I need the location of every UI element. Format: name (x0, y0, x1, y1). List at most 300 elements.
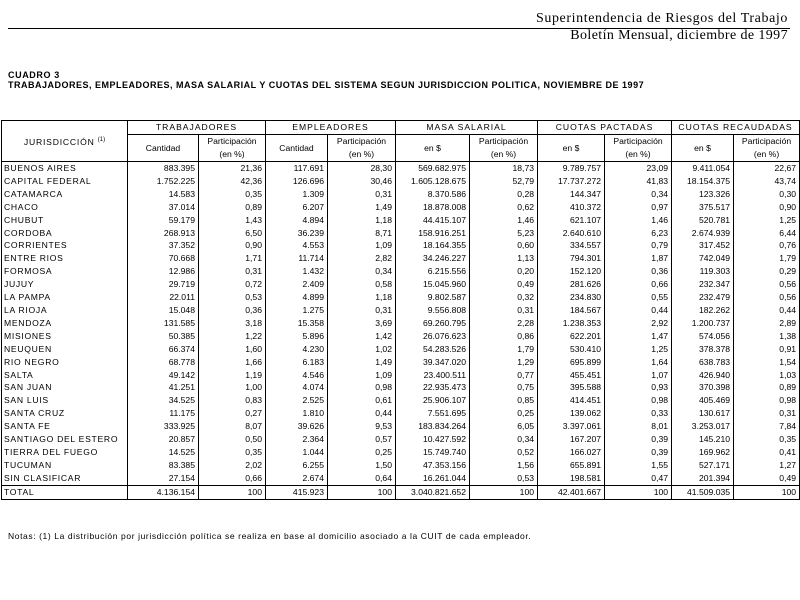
cell-value: 37.352 (128, 239, 199, 252)
row-label: MISIONES (2, 330, 128, 343)
cell-value: 2,02 (199, 459, 266, 472)
cell-value: 15.749.740 (396, 446, 470, 459)
cell-value: 1,07 (605, 369, 672, 382)
cell-value: 3.253.017 (672, 420, 734, 433)
cell-value: 395.588 (538, 381, 605, 394)
cell-value: 0,98 (605, 394, 672, 407)
cell-value: 0,90 (199, 239, 266, 252)
cell-value: 1,60 (199, 343, 266, 356)
cell-value: 0,34 (605, 188, 672, 201)
cell-value: 0,36 (605, 265, 672, 278)
table-row (2, 369, 800, 382)
table-row (2, 214, 800, 227)
cell-value: 10.427.592 (396, 433, 470, 446)
cell-value: 1,55 (605, 459, 672, 472)
cell-value: 1,38 (734, 330, 800, 343)
row-label: FORMOSA (2, 265, 128, 278)
cell-value: 9.556.808 (396, 304, 470, 317)
cell-value: 117.691 (266, 162, 328, 175)
cell-value: 44.415.107 (396, 214, 470, 227)
cell-value: 3.397.061 (538, 420, 605, 433)
row-label: TIERRA DEL FUEGO (2, 446, 128, 459)
cell-value: 0,25 (470, 407, 538, 420)
cell-value: 34.246.227 (396, 252, 470, 265)
cell-value: 131.585 (128, 317, 199, 330)
cell-value: 23,09 (605, 162, 672, 175)
cell-value: 5.896 (266, 330, 328, 343)
table-row (2, 433, 800, 446)
cell-value: 334.557 (538, 239, 605, 252)
cell-value: 1,46 (470, 214, 538, 227)
cell-value: 100 (470, 485, 538, 499)
cell-value: 4.074 (266, 381, 328, 394)
cell-value: 1.605.128.675 (396, 175, 470, 188)
cell-value: 3,18 (199, 317, 266, 330)
row-label: SAN LUIS (2, 394, 128, 407)
cell-value: 30,46 (328, 175, 396, 188)
cell-value: 0,58 (328, 278, 396, 291)
cell-value: 4.553 (266, 239, 328, 252)
cell-value: 15.048 (128, 304, 199, 317)
cell-value: 20.857 (128, 433, 199, 446)
cell-value: 18.154.375 (672, 175, 734, 188)
cell-value: 1,22 (199, 330, 266, 343)
cell-value: 0,52 (470, 446, 538, 459)
table-row (2, 201, 800, 214)
cell-value: 1,79 (470, 343, 538, 356)
cell-value: 0,89 (199, 201, 266, 214)
cell-value: 1,54 (734, 356, 800, 369)
cell-value: 158.916.251 (396, 227, 470, 240)
subheader-participacion: Participación (199, 135, 266, 149)
cell-value: 1.752.225 (128, 175, 199, 188)
cell-value: 70.668 (128, 252, 199, 265)
cell-value: 25.906.107 (396, 394, 470, 407)
cell-value: 232.347 (672, 278, 734, 291)
cell-value: 22.935.473 (396, 381, 470, 394)
cell-value: 4.136.154 (128, 485, 199, 499)
cell-value: 883.395 (128, 162, 199, 175)
cell-value: 1,43 (199, 214, 266, 227)
cell-value: 1,25 (605, 343, 672, 356)
cell-value: 375.517 (672, 201, 734, 214)
cell-value: 4.230 (266, 343, 328, 356)
group-header-cuotas-recaudadas: CUOTAS RECAUDADAS (672, 121, 800, 135)
cell-value: 0,25 (328, 446, 396, 459)
cell-value: 281.626 (538, 278, 605, 291)
cell-value: 1,18 (328, 291, 396, 304)
cell-value: 27.154 (128, 472, 199, 485)
row-label: CAPITAL FEDERAL (2, 175, 128, 188)
cell-value: 18.878.008 (396, 201, 470, 214)
cell-value: 1,87 (605, 252, 672, 265)
cell-value: 2.674 (266, 472, 328, 485)
cell-value: 47.353.156 (396, 459, 470, 472)
total-row (2, 485, 800, 499)
cell-value: 0,64 (328, 472, 396, 485)
cell-value: 0,36 (199, 304, 266, 317)
cell-value: 0,98 (734, 394, 800, 407)
cell-value: 9.802.587 (396, 291, 470, 304)
cell-value: 638.783 (672, 356, 734, 369)
cell-value: 22.011 (128, 291, 199, 304)
cell-value: 1,64 (605, 356, 672, 369)
cell-value: 0,31 (734, 407, 800, 420)
cell-value: 0,30 (734, 188, 800, 201)
cell-value: 2.674.939 (672, 227, 734, 240)
cell-value: 68.778 (128, 356, 199, 369)
table-row (2, 446, 800, 459)
cell-value: 1,66 (199, 356, 266, 369)
row-label: JUJUY (2, 278, 128, 291)
cell-value: 0,44 (734, 304, 800, 317)
cell-value: 9,53 (328, 420, 396, 433)
cell-value: 6.215.556 (396, 265, 470, 278)
row-label: ENTRE RIOS (2, 252, 128, 265)
cell-value: 2,28 (470, 317, 538, 330)
cell-value: 415.923 (266, 485, 328, 499)
subheader-participacion: Participación (605, 135, 672, 149)
cell-value: 15.045.960 (396, 278, 470, 291)
cell-value: 0,93 (605, 381, 672, 394)
cell-value: 2,92 (605, 317, 672, 330)
cell-value: 0,35 (199, 446, 266, 459)
cell-value: 0,55 (605, 291, 672, 304)
table-row (2, 162, 800, 175)
cell-value: 100 (199, 485, 266, 499)
table-notes: Notas: (1) La distribución por jurisdicción política se realiza en base al domicilio asociado a la CUIT de cada empleador. (8, 531, 532, 541)
cell-value: 18,73 (470, 162, 538, 175)
table-row (2, 227, 800, 240)
cell-value: 0,29 (734, 265, 800, 278)
cell-value: 0,72 (199, 278, 266, 291)
cell-value: 0,83 (199, 394, 266, 407)
cell-value: 16.261.044 (396, 472, 470, 485)
table-title: TRABAJADORES, EMPLEADORES, MASA SALARIAL Y CUOTAS DEL SISTEMA SEGUN JURISDICCION POLITICA, NOVIEMBRE DE 1997 (8, 80, 645, 90)
subheader-value: en $ (396, 135, 470, 162)
cell-value: 183.834.264 (396, 420, 470, 433)
cell-value: 426.940 (672, 369, 734, 382)
cell-value: 36.239 (266, 227, 328, 240)
row-label: RIO NEGRO (2, 356, 128, 369)
cell-value: 37.014 (128, 201, 199, 214)
cell-value: 1.275 (266, 304, 328, 317)
cell-value: 0,41 (734, 446, 800, 459)
cell-value: 0,27 (199, 407, 266, 420)
row-label: CHUBUT (2, 214, 128, 227)
cell-value: 11.175 (128, 407, 199, 420)
cell-value: 145.210 (672, 433, 734, 446)
cell-value: 234.830 (538, 291, 605, 304)
cell-value: 0,77 (470, 369, 538, 382)
cell-value: 0,39 (605, 433, 672, 446)
cell-value: 2.640.610 (538, 227, 605, 240)
cell-value: 317.452 (672, 239, 734, 252)
cell-value: 232.479 (672, 291, 734, 304)
cell-value: 167.207 (538, 433, 605, 446)
cell-value: 144.347 (538, 188, 605, 201)
row-label: LA RIOJA (2, 304, 128, 317)
cell-value: 100 (328, 485, 396, 499)
cell-value: 0,31 (328, 304, 396, 317)
cell-value: 0,57 (328, 433, 396, 446)
cell-value: 0,66 (605, 278, 672, 291)
cell-value: 42.401.667 (538, 485, 605, 499)
cell-value: 1,46 (605, 214, 672, 227)
cell-value: 6.207 (266, 201, 328, 214)
cell-value: 410.372 (538, 201, 605, 214)
cell-value: 0,44 (605, 304, 672, 317)
cell-value: 569.682.975 (396, 162, 470, 175)
row-label: SALTA (2, 369, 128, 382)
row-label: SAN JUAN (2, 381, 128, 394)
table-row (2, 265, 800, 278)
cell-value: 0,47 (605, 472, 672, 485)
group-header-trabajadores: TRABAJADORES (128, 121, 266, 135)
cell-value: 0,56 (734, 278, 800, 291)
cell-value: 1,19 (199, 369, 266, 382)
cell-value: 0,35 (734, 433, 800, 446)
cell-value: 41,83 (605, 175, 672, 188)
table-row (2, 343, 800, 356)
cell-value: 414.451 (538, 394, 605, 407)
cell-value: 0,49 (470, 278, 538, 291)
cell-value: 169.962 (672, 446, 734, 459)
cell-value: 0,28 (470, 188, 538, 201)
cell-value: 59.179 (128, 214, 199, 227)
cell-value: 0,34 (328, 265, 396, 278)
table-row (2, 330, 800, 343)
cell-value: 1,03 (734, 369, 800, 382)
cell-value: 66.374 (128, 343, 199, 356)
cell-value: 184.567 (538, 304, 605, 317)
cell-value: 0,32 (470, 291, 538, 304)
cell-value: 0,49 (734, 472, 800, 485)
cell-value: 1,56 (470, 459, 538, 472)
cell-value: 14.525 (128, 446, 199, 459)
cell-value: 123.326 (672, 188, 734, 201)
cell-value: 1,25 (734, 214, 800, 227)
cell-value: 22,67 (734, 162, 800, 175)
cell-value: 742.049 (672, 252, 734, 265)
subheader-participacion: Participación (328, 135, 396, 149)
cell-value: 50.385 (128, 330, 199, 343)
row-label: NEUQUEN (2, 343, 128, 356)
cell-value: 1,18 (328, 214, 396, 227)
cell-value: 0,35 (199, 188, 266, 201)
cell-value: 42,36 (199, 175, 266, 188)
cell-value: 0,85 (470, 394, 538, 407)
cell-value: 69.260.795 (396, 317, 470, 330)
cell-value: 39.626 (266, 420, 328, 433)
cell-value: 1,50 (328, 459, 396, 472)
cell-value: 5,23 (470, 227, 538, 240)
cell-value: 405.469 (672, 394, 734, 407)
row-label: CHACO (2, 201, 128, 214)
table-row (2, 278, 800, 291)
cell-value: 1,02 (328, 343, 396, 356)
group-header-masa-salarial: MASA SALARIAL (396, 121, 538, 135)
row-label: SIN CLASIFICAR (2, 472, 128, 485)
cell-value: 655.891 (538, 459, 605, 472)
cell-value: 2.364 (266, 433, 328, 446)
row-label: CORRIENTES (2, 239, 128, 252)
row-label: CATAMARCA (2, 188, 128, 201)
bulletin-title: Boletín Mensual, diciembre de 1997 (570, 28, 788, 43)
row-label: BUENOS AIRES (2, 162, 128, 175)
cell-value: 333.925 (128, 420, 199, 433)
table-row (2, 394, 800, 407)
cell-value: 139.062 (538, 407, 605, 420)
cell-value: 166.027 (538, 446, 605, 459)
cell-value: 1.200.737 (672, 317, 734, 330)
cell-value: 4.899 (266, 291, 328, 304)
cell-value: 378.378 (672, 343, 734, 356)
cell-value: 29.719 (128, 278, 199, 291)
subheader-participacion-unit: (en %) (605, 148, 672, 162)
cell-value: 100 (734, 485, 800, 499)
cell-value: 622.201 (538, 330, 605, 343)
table-row (2, 239, 800, 252)
cell-value: 1,47 (605, 330, 672, 343)
data-table (1, 120, 800, 500)
cell-value: 0,33 (605, 407, 672, 420)
table-row (2, 188, 800, 201)
cell-value: 119.303 (672, 265, 734, 278)
cell-value: 14.583 (128, 188, 199, 201)
cell-value: 0,53 (470, 472, 538, 485)
subheader-participacion-unit: (en %) (199, 148, 266, 162)
cell-value: 1.810 (266, 407, 328, 420)
subheader-participacion-unit: (en %) (328, 148, 396, 162)
table-row (2, 304, 800, 317)
cell-value: 9.789.757 (538, 162, 605, 175)
cell-value: 3.040.821.652 (396, 485, 470, 499)
cell-value: 0,56 (734, 291, 800, 304)
subheader-participacion-unit: (en %) (470, 148, 538, 162)
cell-value: 3,69 (328, 317, 396, 330)
cell-value: 455.451 (538, 369, 605, 382)
cell-value: 1,71 (199, 252, 266, 265)
cell-value: 15.358 (266, 317, 328, 330)
table-row (2, 472, 800, 485)
cell-value: 9.411.054 (672, 162, 734, 175)
subheader-value: en $ (538, 135, 605, 162)
cell-value: 8,01 (605, 420, 672, 433)
cell-value: 1.309 (266, 188, 328, 201)
cell-value: 201.394 (672, 472, 734, 485)
cell-value: 1,00 (199, 381, 266, 394)
cell-value: 1,27 (734, 459, 800, 472)
cell-value: 0,97 (605, 201, 672, 214)
cell-value: 11.714 (266, 252, 328, 265)
cell-value: 0,66 (199, 472, 266, 485)
cell-value: 54.283.526 (396, 343, 470, 356)
cell-value: 1,13 (470, 252, 538, 265)
table-number: CUADRO 3 (8, 70, 60, 80)
subheader-value: Cantidad (266, 135, 328, 162)
cell-value: 1,09 (328, 369, 396, 382)
jurisdiccion-header-label: JURISDICCIÓN (23, 136, 95, 147)
cell-value: 2.525 (266, 394, 328, 407)
cell-value: 0,44 (328, 407, 396, 420)
row-label: LA PAMPA (2, 291, 128, 304)
cell-value: 1.044 (266, 446, 328, 459)
row-label: CORDOBA (2, 227, 128, 240)
cell-value: 268.913 (128, 227, 199, 240)
table-row (2, 407, 800, 420)
cell-value: 49.142 (128, 369, 199, 382)
cell-value: 34.525 (128, 394, 199, 407)
cell-value: 0,86 (470, 330, 538, 343)
cell-value: 0,76 (734, 239, 800, 252)
cell-value: 0,34 (470, 433, 538, 446)
cell-value: 152.120 (538, 265, 605, 278)
cell-value: 39.347.020 (396, 356, 470, 369)
cell-value: 6,50 (199, 227, 266, 240)
cell-value: 2,82 (328, 252, 396, 265)
cell-value: 0,90 (734, 201, 800, 214)
cell-value: 1,29 (470, 356, 538, 369)
cell-value: 0,98 (328, 381, 396, 394)
cell-value: 1.432 (266, 265, 328, 278)
table-row (2, 459, 800, 472)
cell-value: 198.581 (538, 472, 605, 485)
cell-value: 6.255 (266, 459, 328, 472)
cell-value: 0,91 (734, 343, 800, 356)
cell-value: 8.370.586 (396, 188, 470, 201)
cell-value: 26.076.623 (396, 330, 470, 343)
table-row (2, 317, 800, 330)
cell-value: 527.171 (672, 459, 734, 472)
cell-value: 1,49 (328, 356, 396, 369)
cell-value: 7.551.695 (396, 407, 470, 420)
cell-value: 41.509.035 (672, 485, 734, 499)
cell-value: 370.398 (672, 381, 734, 394)
cell-value: 18.164.355 (396, 239, 470, 252)
cell-value: 0,61 (328, 394, 396, 407)
cell-value: 1.238.353 (538, 317, 605, 330)
group-header-cuotas-pactadas: CUOTAS PACTADAS (538, 121, 672, 135)
table-row (2, 420, 800, 433)
cell-value: 182.262 (672, 304, 734, 317)
cell-value: 12.986 (128, 265, 199, 278)
cell-value: 4.546 (266, 369, 328, 382)
cell-value: 0,50 (199, 433, 266, 446)
cell-value: 1,42 (328, 330, 396, 343)
cell-value: 83.385 (128, 459, 199, 472)
cell-value: 52,79 (470, 175, 538, 188)
cell-value: 0,31 (199, 265, 266, 278)
jurisdiccion-header (2, 121, 128, 162)
cell-value: 0,31 (470, 304, 538, 317)
table-row (2, 175, 800, 188)
cell-value: 0,60 (470, 239, 538, 252)
cell-value: 28,30 (328, 162, 396, 175)
table-row (2, 252, 800, 265)
cell-value: 794.301 (538, 252, 605, 265)
table-row (2, 291, 800, 304)
cell-value: 126.696 (266, 175, 328, 188)
cell-value: 6,23 (605, 227, 672, 240)
subheader-participacion-unit: (en %) (734, 148, 800, 162)
row-label: TOTAL (2, 485, 128, 499)
cell-value: 1,09 (328, 239, 396, 252)
cell-value: 574.056 (672, 330, 734, 343)
cell-value: 100 (605, 485, 672, 499)
cell-value: 8,07 (199, 420, 266, 433)
cell-value: 0,75 (470, 381, 538, 394)
